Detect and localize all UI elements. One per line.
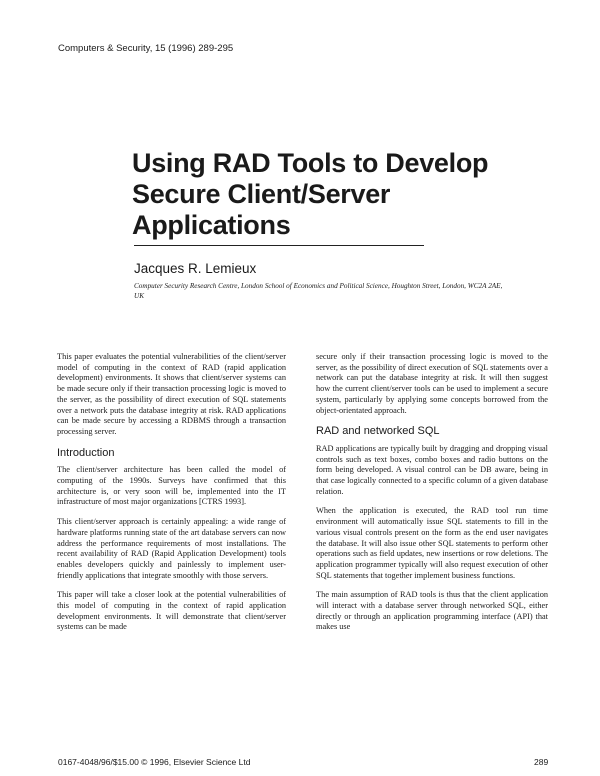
abstract: This paper evaluates the potential vulnerabilities of the client/server model of computing in the context of RAD (rapid application development) environments. It shows that client/server systems can be made secure only if their transaction processing logic is moved to the server, as the possibility of direct execution of SQL statements over a network puts the database integrity at risk. RAD applications can be made secure by accessing a RDBMS through a transaction processing server. (57, 352, 286, 436)
author-affiliation: Computer Security Research Centre, London School of Economics and Political Science, Houghton Street, London, WC2A 2AE, UK (134, 282, 503, 300)
page-number: 289 (534, 757, 549, 767)
author-name: Jacques R. Lemieux (134, 261, 257, 276)
footer-copyright: 0167-4048/96/$15.00 © 1996, Elsevier Science Ltd (58, 757, 251, 767)
left-column (57, 352, 286, 642)
paragraph: When the application is executed, the RAD tool run time environment will automatically issue SQL statements to fill in the various visual controls present on the form as the end user navigates the database. It will also issue other SQL statements to perform other operations such as field updates, new insertions or row deletions. The application programmer typically will also request execution of other SQL statements that together implement business functions. (316, 506, 548, 580)
article-title: Using RAD Tools to Develop Secure Client/Server Applications (132, 148, 489, 240)
right-column (316, 352, 548, 642)
paragraph: RAD applications are typically built by dragging and dropping visual controls such as text boxes, combo boxes and radio buttons on the form being developed. A visual control can be DB aware, being in that case logically connected to a specific column of a given database relation. (316, 443, 548, 496)
section-heading-introduction: Introduction (57, 446, 115, 459)
journal-citation: Computers & Security, 15 (1996) 289-295 (58, 43, 234, 54)
paragraph: This client/server approach is certainly appealing: a wide range of hardware platforms running state of the art database servers can now address the performance requirements of most installations. The recent availability of RAD (Rapid Application Development) tools enables developers quickly and painlessly to implement user-friendly applications that integrate smoothly with those servers. (57, 517, 286, 580)
paragraph: This paper will take a closer look at the potential vulnerabilities of this model of computing in the context of rapid application development environments. It will demonstrate that client/server systems can be made (57, 590, 286, 632)
paragraph: The main assumption of RAD tools is thus that the client application will interact with a database server through networked SQL, either directly or through an application programming interface (API) that makes use (316, 590, 548, 632)
section-heading-rad: RAD and networked SQL (316, 425, 440, 438)
title-divider (134, 245, 424, 246)
paragraph: secure only if their transaction processing logic is moved to the server, as the possibility of direct execution of SQL statements over a network can put the database integrity at risk. It will then suggest how the current client/server tools can be used to implement a secure system, particularly by applying some concepts borrowed from the object-orientated approach. (316, 352, 548, 415)
paragraph: The client/server architecture has been called the model of computing of the 1990s. Surveys have confirmed that this architecture is, or very soon will be, implemented into the IT infrastructure of most major organizations [CTRS 1993]. (57, 465, 286, 507)
